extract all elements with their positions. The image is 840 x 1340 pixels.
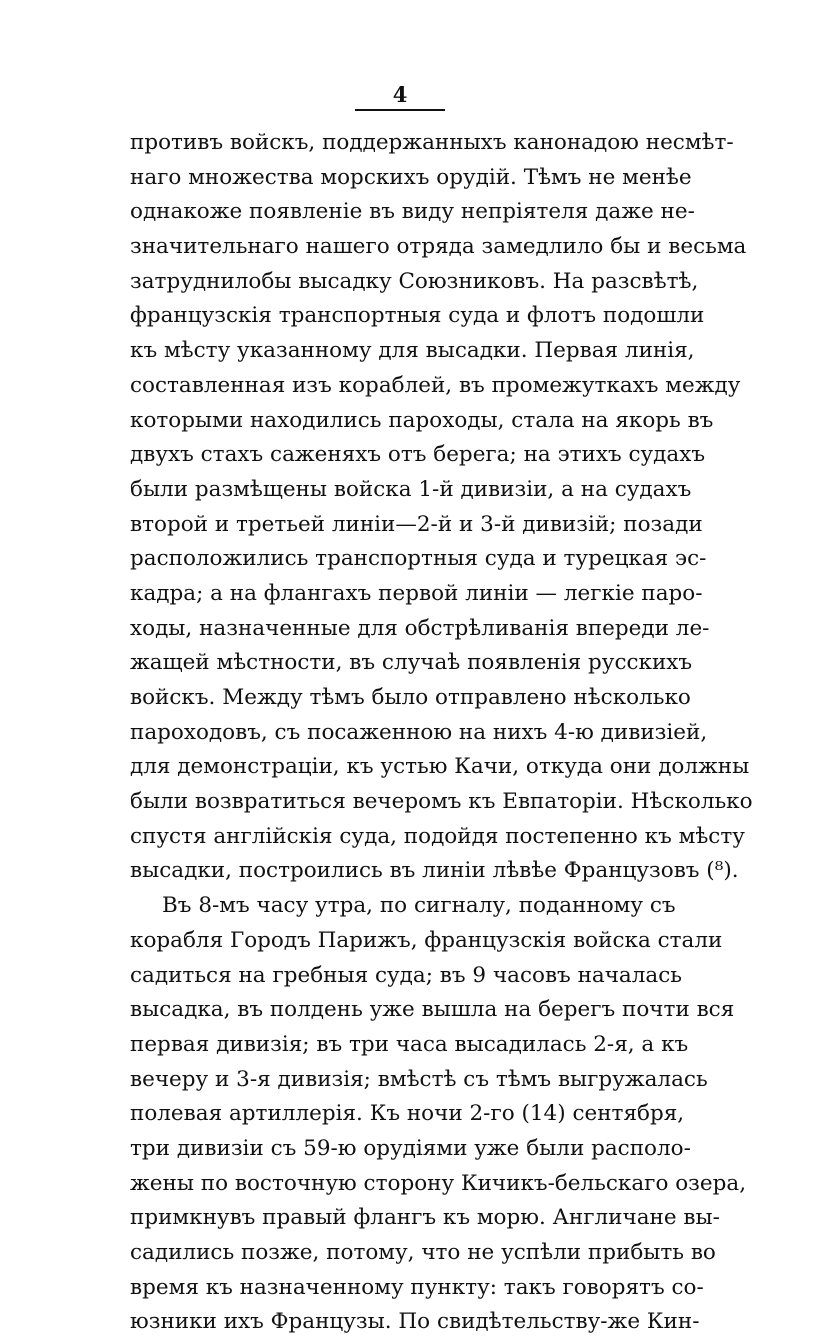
- text-line-7: къ мѣсту указанному для высадки. Первая линія,: [130, 338, 695, 364]
- text-line-16: жащей мѣстности, въ случаѣ появленія русскихъ: [130, 650, 693, 676]
- text-line-26: высадка, въ полдень уже вышла на берегъ почти вся: [130, 997, 735, 1023]
- text-line-23: Въ 8-мъ часу утра, по сигналу, поданному съ: [162, 893, 676, 919]
- text-line-10: двухъ стахъ саженяхъ отъ берега; на этихъ судахъ: [130, 442, 706, 468]
- text-line-5: затруднилобы высадку Союзниковъ. На разсвѣтѣ,: [130, 268, 699, 294]
- text-line-14: кадра; а на флангахъ первой линіи — легкіе паро-: [130, 580, 703, 606]
- text-line-31: жены по восточную сторону Кичикъ-бельскаго озера,: [130, 1170, 747, 1196]
- text-line-29: полевая артиллерія. Къ ночи 2-го (14) сентября,: [130, 1101, 685, 1127]
- text-line-2: наго множества морскихъ орудій. Тѣмъ не менѣе: [130, 164, 692, 190]
- text-line-34: время къ назначенному пункту: такъ говорятъ со-: [130, 1274, 704, 1300]
- text-line-15: ходы, назначенные для обстрѣливанія впереди ле-: [130, 615, 710, 641]
- text-line-21: спустя англійскія суда, подойдя постепенно къ мѣсту: [130, 823, 745, 849]
- page-number: 4: [392, 82, 408, 107]
- text-line-25: садиться на гребныя суда; въ 9 часовъ началась: [130, 962, 682, 988]
- text-line-8: составленная изъ кораблей, въ промежуткахъ между: [130, 372, 741, 398]
- text-line-12: второй и третьей линіи—2-й и 3-й дивизій; позади: [130, 511, 703, 537]
- text-line-24: корабля Городъ Парижъ, французскія войска стали: [130, 927, 723, 953]
- text-line-28: вечеру и 3-я дивизія; вмѣстѣ съ тѣмъ выгружалась: [130, 1066, 708, 1092]
- text-line-20: были возвратиться вечеромъ къ Евпаторіи. Нѣсколько: [130, 789, 753, 815]
- text-line-6: французскія транспортныя суда и флотъ подошли: [130, 303, 705, 329]
- text-line-4: значительнаго нашего отряда замедлило бы и весьма: [130, 234, 747, 260]
- text-line-33: садились позже, потому, что не успѣли прибыть во: [130, 1240, 716, 1265]
- text-line-35: юзники ихъ Французы. По свидѣтельству-же Кин-: [130, 1309, 700, 1335]
- text-line-30: три дивизіи съ 59-ю орудіями уже были располо-: [130, 1135, 691, 1161]
- text-line-13: расположились транспортныя суда и турецкая эс-: [130, 546, 707, 572]
- text-line-18: пароходовъ, съ посаженною на нихъ 4-ю дивизіей,: [130, 719, 708, 745]
- text-line-27: первая дивизія; въ три часа высадилась 2-я, а къ: [130, 1031, 689, 1057]
- text-line-9: которыми находились пароходы, стала на якорь въ: [130, 407, 714, 433]
- text-line-11: были размѣщены войска 1-й дивизіи, а на судахъ: [130, 476, 692, 502]
- text-line-3: однакоже появленіе въ виду непріятеля даже не-: [130, 199, 695, 225]
- text-line-32: примкнувъ правый флангъ къ морю. Англичане вы-: [130, 1205, 720, 1231]
- text-line-17: войскъ. Между тѣмъ было отправлено нѣсколько: [130, 685, 691, 710]
- text-line-22: высадки, построились въ линіи лѣвѣе Французовъ (⁸).: [130, 858, 739, 884]
- body-text: [130, 126, 753, 1340]
- page-number-rule: [355, 109, 445, 111]
- text-line-1: противъ войскъ, поддержанныхъ канонадою несмѣт-: [130, 130, 734, 155]
- text-line-19: для демонстраціи, къ устью Качи, откуда они должны: [130, 754, 750, 780]
